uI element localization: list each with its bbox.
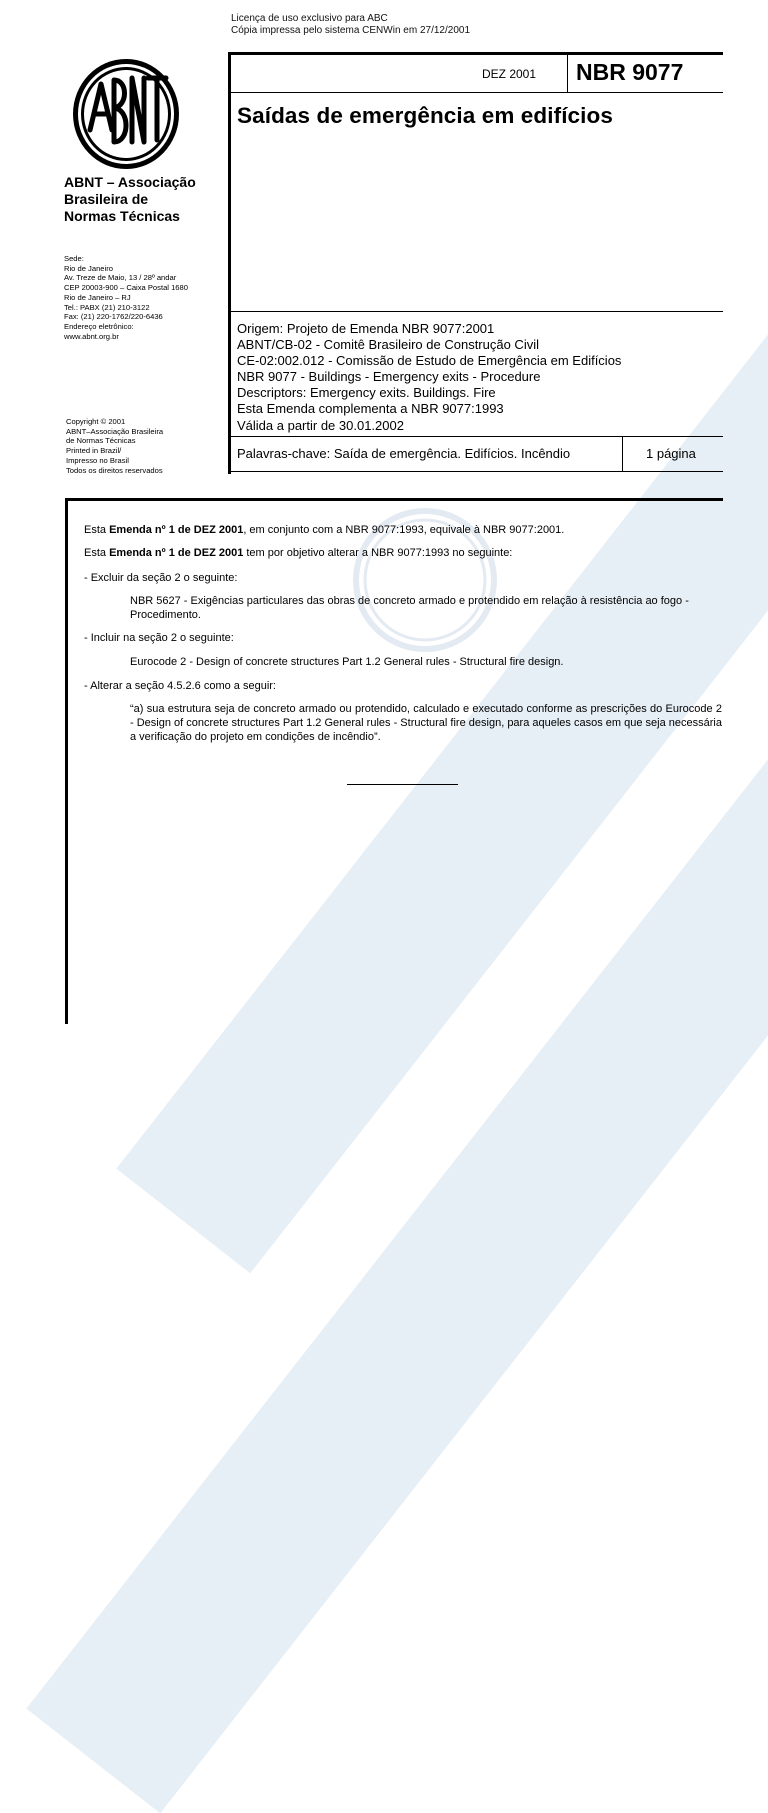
org-name-line: Brasileira de [64,191,149,207]
amendment-equivalence-paragraph [84,523,564,537]
copyright-block [66,417,226,475]
origin-line: ABNT/CB-02 - Comitê Brasileiro de Construção Civil [237,337,539,353]
copyright-line: Todos os direitos reservados [66,465,163,475]
body-border-left [65,498,68,1024]
origin-line: Descriptors: Emergency exits. Buildings. Fire [237,385,496,401]
amendment-label: Emenda nº 1 de DEZ 2001 [109,547,244,559]
header-border-top [231,52,723,55]
address-line: Tel.: PABX (21) 210-3122 [64,302,150,312]
address-line: Rio de Janeiro – RJ [64,292,131,302]
address-line: CEP 20003-900 – Caixa Postal 1680 [64,283,188,293]
org-name-line: Normas Técnicas [64,208,180,224]
origin-block [237,321,621,434]
keywords-separator [622,437,623,471]
copyright-line: ABNT–Associação Brasileira [66,426,164,436]
origin-divider [231,311,723,312]
copyright-line: de Normas Técnicas [66,436,136,446]
include-instruction: - Incluir na seção 2 o seguinte: [84,632,234,644]
document-title: Saídas de emergência em edifícios [237,103,613,128]
organization-name [64,174,224,225]
date-separator [567,55,568,92]
header-border-left [228,52,231,474]
amendment-purpose-paragraph [84,546,512,560]
body-border-top [65,498,723,501]
origin-line: CE-02:002.012 - Comissão de Estudo de Emergência em Edifícios [237,353,622,369]
altered-text: “a) sua estrutura seja de concreto armado ou protendido, calculado e executado conforme as prescrições do Eurocode 2 - Design of concrete structures Part 1.2 General rules - Structural fire design, para aqueles casos em que seja necessária a verificação do projeto em condições de incêndio”. [130,703,722,743]
origin-line: Esta Emenda complementa a NBR 9077:1993 [237,401,504,417]
text-run: Esta [84,547,110,559]
copyright-line: Copyright © 2001 [66,417,126,426]
text-run: , em conjunto com a NBR 9077:1993, equivale à NBR 9077:2001. [243,524,565,536]
address-line: Rio de Janeiro [64,263,113,273]
address-block [64,254,224,341]
origin-line: Válida a partir de 30.01.2002 [237,417,404,433]
alter-instruction: - Alterar a seção 4.5.2.6 como a seguir: [84,680,276,692]
origin-line: NBR 9077 - Buildings - Emergency exits - Procedure [237,369,541,385]
end-rule [347,784,458,785]
license-line: Licença de uso exclusivo para ABC [231,13,388,24]
header-divider [231,92,723,93]
copyright-line: Impresso no Brasil [66,455,129,465]
text-run: tem por objetivo alterar a NBR 9077:1993 no seguinte: [243,547,513,559]
standard-code: NBR 9077 [576,59,684,85]
text-run: Esta [84,524,110,536]
address-line: Endereço eletrônico: [64,321,134,331]
page-count: 1 página [646,446,696,461]
keywords-divider [231,436,723,437]
amendment-label: Emenda nº 1 de DEZ 2001 [109,524,244,536]
license-line: Cópia impressa pelo sistema CENWin em 27/12/2001 [231,25,470,36]
org-name-line: ABNT – Associação [64,174,196,190]
origin-line: Origem: Projeto de Emenda NBR 9077:2001 [237,321,495,336]
address-line: www.abnt.org.br [64,331,119,341]
address-line: Sede: [64,254,84,263]
publication-date: DEZ 2001 [482,67,537,81]
included-reference: Eurocode 2 - Design of concrete structures Part 1.2 General rules - Structural fire design. [130,656,564,668]
license-notice [231,13,470,37]
address-line: Fax: (21) 220-1762/220-6436 [64,312,163,322]
abnt-logo-icon [70,56,182,172]
address-line: Av. Treze de Maio, 13 / 28º andar [64,273,177,283]
keywords-bottom-border [231,471,723,472]
keywords: Palavras-chave: Saída de emergência. Edifícios. Incêndio [237,446,571,461]
copyright-line: Printed in Brazil/ [66,446,122,456]
exclude-instruction: - Excluir da seção 2 o seguinte: [84,572,238,584]
excluded-reference: NBR 5627 - Exigências particulares das obras de concreto armado e protendido em relação à resistência ao fogo - Procedimento. [130,595,689,621]
